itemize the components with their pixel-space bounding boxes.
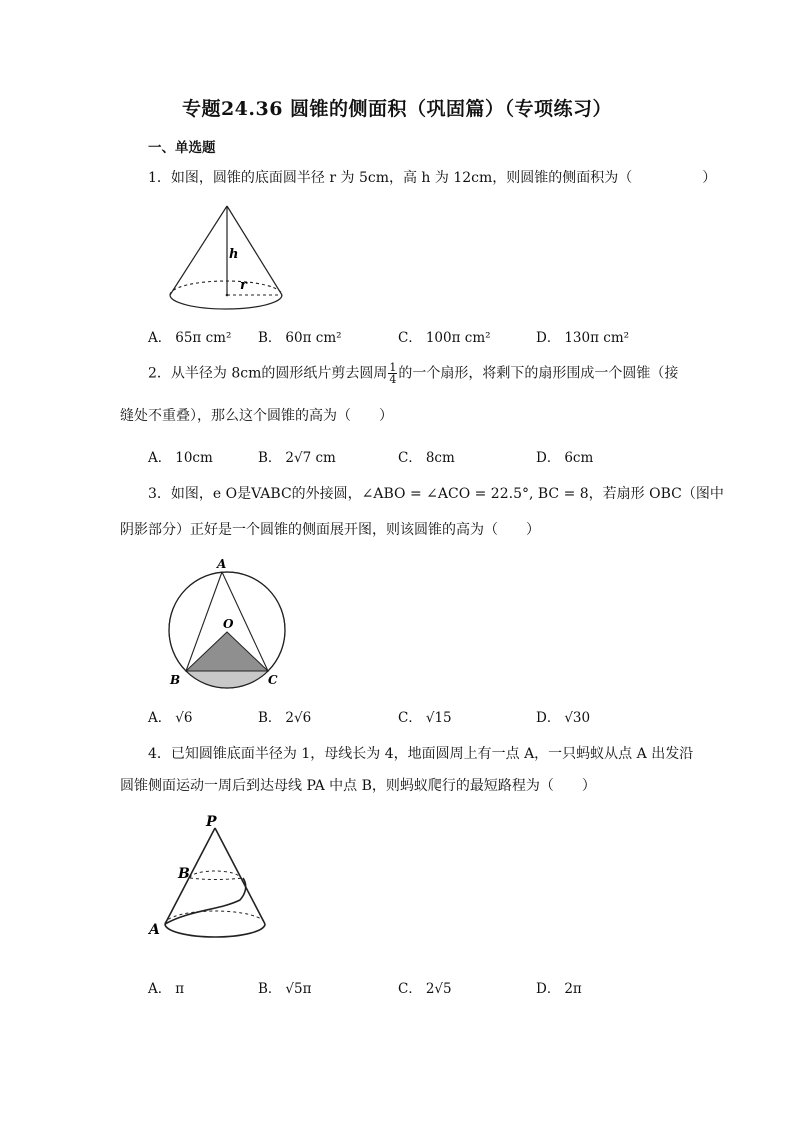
label-A: A (149, 922, 160, 938)
section-heading: 一、单选题 (148, 140, 216, 156)
question-3-text-line2: 阴影部分）正好是一个圆锥的侧面展开图，则该圆锥的高为（ ） (120, 522, 540, 538)
question-4-text-line2: 圆锥侧面运动一周后到达母线 PA 中点 B，则蚂蚁爬行的最短路程为（ ） (120, 778, 596, 794)
page-title: 专题24.36 圆锥的侧面积（巩固篇）（专项练习） (181, 98, 613, 120)
question-1-text: 1．如图，圆锥的底面圆半径 r 为 5cm，高 h 为 12cm，则圆锥的侧面积为（ ） (148, 170, 717, 186)
q4-option-b[interactable]: B． √5π (258, 981, 312, 997)
q4-option-d[interactable]: D． 2π (536, 981, 582, 997)
q3-option-c[interactable]: C． √15 (398, 710, 452, 726)
label-C: C (268, 673, 278, 687)
question-3-text-line1: 3．如图，e O是VABC的外接圆，∠ABO = ∠ACO = 22.5°, BC = 8，若扇形 OBC（图中 (148, 486, 724, 502)
q4-option-c[interactable]: C． 2√5 (398, 981, 452, 997)
label-O: O (223, 617, 234, 631)
q1-option-d[interactable]: D． 130π cm² (536, 330, 630, 346)
q2-option-c[interactable]: C． 8cm (398, 450, 455, 466)
q1-option-a[interactable]: A． 65π cm² (148, 330, 232, 346)
q3-option-b[interactable]: B． 2√6 (258, 710, 312, 726)
q2-option-d[interactable]: D． 6cm (536, 450, 594, 466)
q4-option-a[interactable]: A． π (148, 981, 185, 997)
question-4-text-line1: 4．已知圆锥底面半径为 1，母线长为 4，地面圆周上有一点 A，一只蚂蚁从点 A 出发沿 (148, 746, 694, 762)
label-r: r (240, 278, 247, 293)
question-2-text-line1: 2．从半径为 8cm的圆形纸片剪去圆周 $\frac{1}{4}$ 的一个扇形，将剩下的扇形围成一个圆锥（接 (148, 361, 679, 386)
cone-figure-q4 (145, 812, 275, 942)
q2-option-a[interactable]: A． 10cm (148, 450, 213, 466)
label-P: P (206, 814, 217, 830)
label-h: h (229, 247, 239, 262)
q3-option-a[interactable]: A． √6 (148, 710, 193, 726)
cone-figure-q1 (165, 198, 290, 316)
q1-option-b[interactable]: B． 60π cm² (258, 330, 342, 346)
question-2-text-line2: 缝处不重叠），那么这个圆锥的高为（ ） (120, 408, 393, 424)
q1-option-c[interactable]: C． 100π cm² (398, 330, 491, 346)
label-B: B (170, 673, 181, 687)
label-B: B (178, 866, 190, 882)
label-A: A (217, 557, 227, 571)
circle-figure-q3 (160, 553, 290, 691)
fraction-one-quarter: $\frac{1}{4}$ (389, 361, 397, 386)
q2-option-b[interactable]: B． 2√7 cm (258, 450, 336, 466)
q3-option-d[interactable]: D． √30 (536, 710, 591, 726)
